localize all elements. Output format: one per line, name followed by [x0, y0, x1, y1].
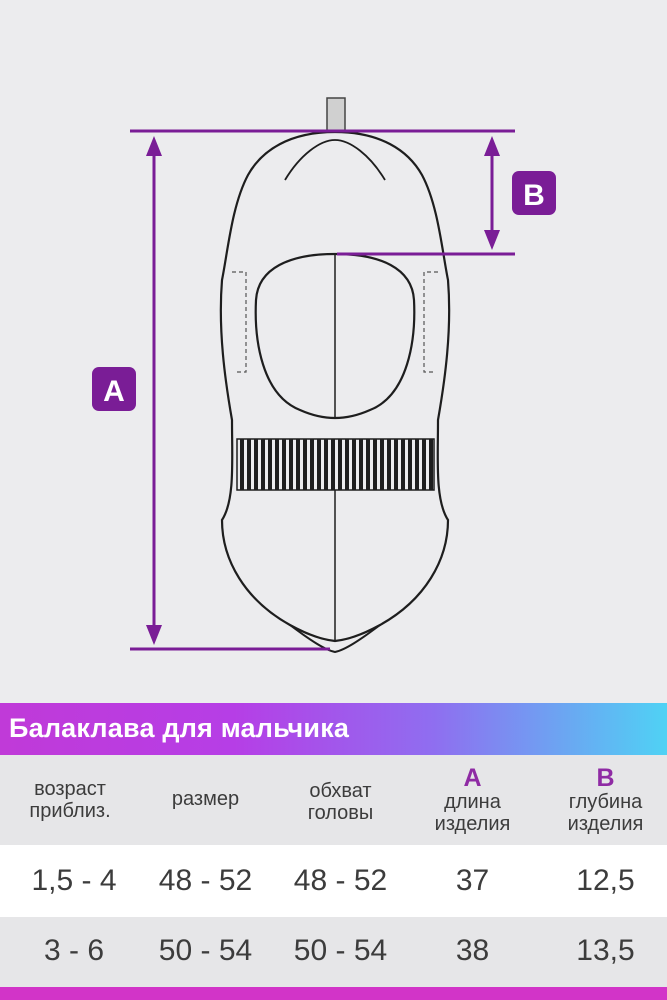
rib-stripe	[387, 439, 391, 490]
header-head-girth	[273, 780, 408, 824]
hat-tag	[327, 98, 345, 132]
rib-stripe	[338, 439, 342, 490]
rib-stripe	[422, 439, 426, 490]
rib-stripe	[296, 439, 300, 490]
header-age-line1: возраст	[34, 778, 106, 800]
rib-stripe	[303, 439, 307, 490]
cell-depth: 12,5	[576, 864, 635, 897]
header-head-girth-line2: головы	[307, 802, 374, 824]
header-depth	[538, 765, 667, 835]
cell-length: 38	[455, 934, 490, 967]
header-depth-line1: глубина	[568, 791, 643, 813]
header-depth-line2: изделия	[567, 813, 644, 835]
rib-stripe	[394, 439, 398, 490]
cell-age: 3 - 6	[43, 934, 105, 967]
header-size-line1: размер	[171, 788, 240, 810]
dimension-b-arrowhead-bottom	[484, 230, 500, 250]
rib-stripe	[380, 439, 384, 490]
rib-stripe	[429, 439, 433, 490]
rib-stripe	[359, 439, 363, 490]
dimension-a-label: A	[103, 375, 125, 408]
rib-stripe	[282, 439, 286, 490]
rib-stripe	[254, 439, 258, 490]
table-title: Балаклава для мальчика	[9, 713, 350, 743]
rib-stripe	[331, 439, 335, 490]
dimension-a-arrowhead-bottom	[146, 625, 162, 645]
cell-length: 37	[455, 864, 490, 897]
header-length	[405, 765, 540, 835]
rib-stripe	[310, 439, 314, 490]
header-size	[138, 788, 273, 810]
rib-stripe	[373, 439, 377, 490]
cell-head-girth: 50 - 54	[293, 934, 388, 967]
header-age-line2: приблиз.	[29, 800, 111, 822]
rib-stripe	[240, 439, 244, 490]
rib-stripe	[275, 439, 279, 490]
header-head-girth-line1: обхват	[309, 780, 372, 802]
cell-head-girth: 48 - 52	[293, 864, 388, 897]
rib-stripe	[345, 439, 349, 490]
dimension-b-arrowhead-top	[484, 136, 500, 156]
rib-stripe	[268, 439, 272, 490]
rib-stripe	[401, 439, 405, 490]
cell-size: 50 - 54	[158, 934, 253, 967]
cell-size: 48 - 52	[158, 864, 253, 897]
cell-depth: 13,5	[576, 934, 635, 967]
rib-stripe	[247, 439, 251, 490]
header-length-line1: длина	[444, 791, 501, 813]
rib-stripe	[352, 439, 356, 490]
bottom-accent-bar	[0, 987, 667, 1000]
rib-stripe	[408, 439, 412, 490]
header-depth-letter: B	[596, 764, 615, 792]
header-length-line2: изделия	[434, 813, 511, 835]
header-age	[0, 778, 140, 822]
rib-stripe	[289, 439, 293, 490]
rib-stripe	[415, 439, 419, 490]
rib-stripe	[317, 439, 321, 490]
rib-stripe	[366, 439, 370, 490]
rib-stripe	[261, 439, 265, 490]
rib-stripe	[324, 439, 328, 490]
ribbed-band	[237, 439, 434, 490]
dimension-b-label: B	[523, 179, 545, 212]
cell-age: 1,5 - 4	[31, 864, 117, 897]
header-length-letter: A	[463, 764, 482, 792]
dimension-a-arrowhead-top	[146, 136, 162, 156]
